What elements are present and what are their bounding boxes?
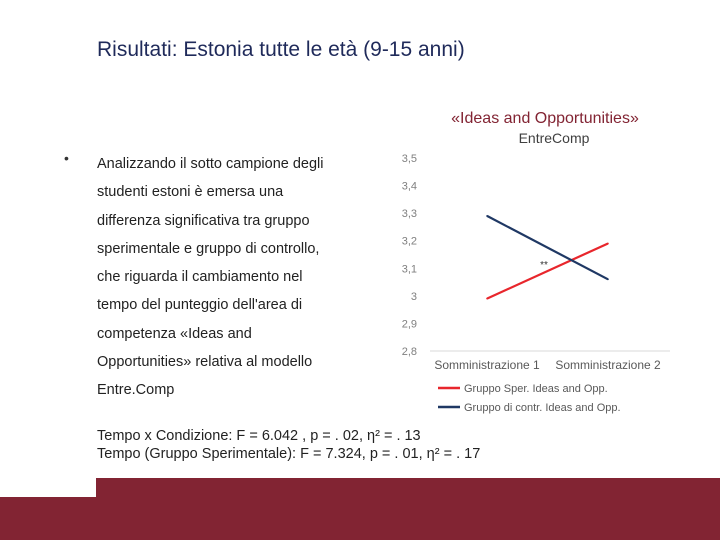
y-tick-label: 3,3 [401, 208, 417, 221]
statistics-block [97, 427, 480, 463]
y-tick-label: 3,1 [401, 263, 417, 276]
line-chart [380, 95, 680, 425]
x-tick-label: Somministrazione 2 [555, 358, 661, 372]
y-tick-label: 3 [410, 290, 417, 303]
y-tick-label: 3,2 [401, 235, 417, 248]
chart-svg [380, 95, 680, 425]
bullet-text: Analizzando il sotto campione degli studenti estoni è emersa una differenza significativa tra gruppo sperimentale e gruppo di controllo, che riguarda il cambiamento nel tempo del punteggio dell'area di competenza «Ideas and Opportunities» relativa al modello Entre.Comp [97, 156, 324, 399]
y-tick-label: 2,9 [401, 318, 417, 331]
y-tick-label: 2,8 [401, 346, 417, 358]
legend-label: Gruppo di contr. Ideas and Opp. [464, 402, 621, 414]
footer-band [0, 478, 720, 540]
data-point [607, 243, 609, 245]
data-point [486, 215, 488, 217]
x-tick-label: Somministrazione 1 [434, 358, 540, 372]
y-tick-label: 3,5 [401, 153, 417, 165]
chart-subtitle: EntreComp [518, 130, 590, 146]
legend-label: Gruppo Sper. Ideas and Opp. [464, 383, 608, 395]
slide-title: Risultati: Estonia tutte le età (9-15 anni) [97, 38, 465, 61]
y-tick-label: 3,4 [401, 180, 417, 193]
stat-line-interaction: Tempo x Condizione: F = 6.042 , p = . 02, η² = . 13 [97, 428, 421, 444]
data-point [607, 279, 609, 281]
bullet-marker: • [64, 150, 69, 166]
stat-line-experimental: Tempo (Gruppo Sperimentale): F = 7.324, p = . 01, η² = . 17 [97, 446, 481, 462]
data-point [486, 298, 488, 300]
footer-notch [0, 478, 96, 497]
significance-annotation: ** [540, 260, 548, 271]
chart-title: «Ideas and Opportunities» [451, 110, 639, 127]
